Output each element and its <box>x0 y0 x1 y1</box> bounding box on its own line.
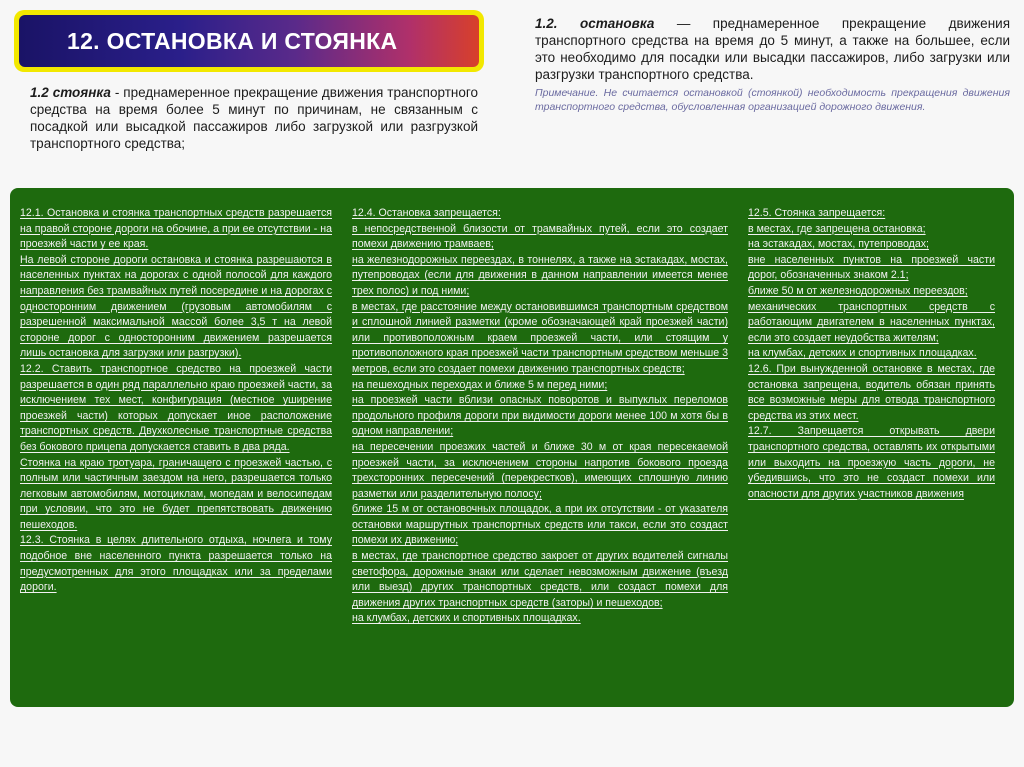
rule-paragraph: на проезжей части вблизи опасных поворотов и выпуклых переломов продольного профиля дороги при видимости дороги менее 100 м хотя бы в одном направлении; <box>352 394 728 438</box>
rule-paragraph: 12.5. Стоянка запрещается: <box>748 207 886 219</box>
definition-stop-text: — преднамеренное прекращение движения транспортного средства на время до 5 минут, а также на большее, если это необходимо для посадки или высадки пассажиров, либо загрузки или разгрузки транспортного средства. <box>535 16 1011 82</box>
rule-paragraph: на клумбах, детских и спортивных площадках. <box>748 347 977 360</box>
rule-paragraph: механических транспортных средств с работающим двигателем в населенных пунктах, если это создает неудобства жителям; <box>748 300 995 344</box>
rule-paragraph: 12.6. При вынужденной остановке в местах, где остановка запрещена, водитель обязан принять все возможные меры для отвода транспортного средства из этих мест. <box>748 362 995 422</box>
rule-paragraph: на пешеходных переходах и ближе 5 м перед ними; <box>352 378 608 391</box>
rule-paragraph: ближе 50 м от железнодорожных переездов; <box>748 284 968 297</box>
definition-parking-term: 1.2 стоянка <box>30 85 111 100</box>
rule-paragraph: на эстакадах, мостах, путепроводах; <box>748 238 929 251</box>
rule-paragraph: ближе 15 м от остановочных площадок, а при их отсутствии - от указателя остановки маршрутных транспортных средств или такси, если это создаст помехи их движению; <box>352 503 728 547</box>
rule-paragraph: в местах, где запрещена остановка; <box>748 222 926 235</box>
definition-parking <box>30 84 478 152</box>
rule-paragraph: на железнодорожных переездах, в тоннелях, а также на эстакадах, мостах, путепроводах (если для движения в данном направлении имеется менее трех полос) и под ними; <box>352 253 728 297</box>
rule-paragraph: 12.7. Запрещается открывать двери транспортного средства, оставлять их открытыми или выходить на проезжую часть дороги, не убедившись, что это не создаст помехи или опасности для других участников движения <box>748 425 995 500</box>
rule-paragraph: в местах, где расстояние между остановившимся транспортным средством и сплошной линией разметки (кроме обозначающей край проезжей части) или противоположным краем проезжей части, или стоящим у противоположного края проезжей части транспортным средством меньше 3 метров, если это создает помехи движению транспортных средств; <box>352 300 728 375</box>
rule-paragraph: на клумбах, детских и спортивных площадках. <box>352 612 581 625</box>
rules-column-left <box>20 206 332 596</box>
rule-paragraph: вне населенных пунктов на проезжей части дорог, обозначенных знаком 2.1; <box>748 253 995 282</box>
rule-paragraph: 12.4. Остановка запрещается: <box>352 207 501 219</box>
slide-title: 12. ОСТАНОВКА И СТОЯНКА <box>19 15 479 67</box>
rule-paragraph: 12.1. Остановка и стоянка транспортных средств разрешается на правой стороне дороги на обочине, а при ее отсутствии - на проезжей части у ее края. <box>20 207 332 251</box>
rule-paragraph: в местах, где транспортное средство закроет от других водителей сигналы светофора, дорожные знаки или сделает невозможным движение (въезд или выезд) других транспортных средств, или создаст помехи для движения других транспортных средств (заторы) и пешеходов; <box>352 550 728 609</box>
rule-paragraph: Стоянка на краю тротуара, граничащего с проезжей частью, с полным или частичным заездом на него, разрешается только легковым автомобилям, мотоциклам, мопедам и велосипедам при условии, что это не будет препятствовать движению пешеходов. <box>20 456 332 531</box>
definition-parking-text: - преднамеренное прекращение движения транспортного средства на время более 5 минут по причинам, не связанным с посадкой или высадкой пассажиров либо загрузкой или разгрузкой транспортного средства; <box>30 85 478 151</box>
title-frame <box>14 10 484 72</box>
rules-column-right <box>748 206 995 502</box>
definition-stop <box>535 15 1010 83</box>
rule-paragraph: в непосредственной близости от трамвайных путей, если это создает помехи движению трамваев; <box>352 222 728 251</box>
rule-paragraph: на пересечении проезжих частей и ближе 30 м от края пересекаемой проезжей части, за исключением стороны напротив бокового проезда трехсторонних пересечений (перекрестков), имеющих сплошную линию разметки или разделительную полосу; <box>352 440 728 500</box>
definition-stop-term: 1.2. остановка <box>535 16 655 31</box>
rule-paragraph: 12.3. Стоянка в целях длительного отдыха, ночлега и тому подобное вне населенного пункта разрешается только на предусмотренных для этого площадках или за пределами дороги. <box>20 534 332 594</box>
rules-column-middle <box>352 206 728 627</box>
definition-note: Примечание. Не считается остановкой (стоянкой) необходимость прекращения движения транспортного средства, обусловленная организацией дорожного движения. <box>535 87 1010 113</box>
rule-paragraph: На левой стороне дороги остановка и стоянка разрешаются в населенных пунктах на дорогах с одной полосой для каждого направления без трамвайных путей посередине и на дорогах с односторонним движением (грузовым автомобилям с разрешенной максимальной массой более 3,5 т на левой стороне дорог с односторонним движением разрешается лишь остановка для загрузки или разгрузки). <box>20 253 332 360</box>
rule-paragraph: 12.2. Ставить транспортное средство на проезжей части разрешается в один ряд параллельно краю проезжей части, за исключением тех мест, конфигурация (местное уширение проезжей части) которых допускает иное расположение транспортных средств. Двухколесные транспортные средства без бокового прицепа допускается ставить в два ряда. <box>20 362 332 453</box>
